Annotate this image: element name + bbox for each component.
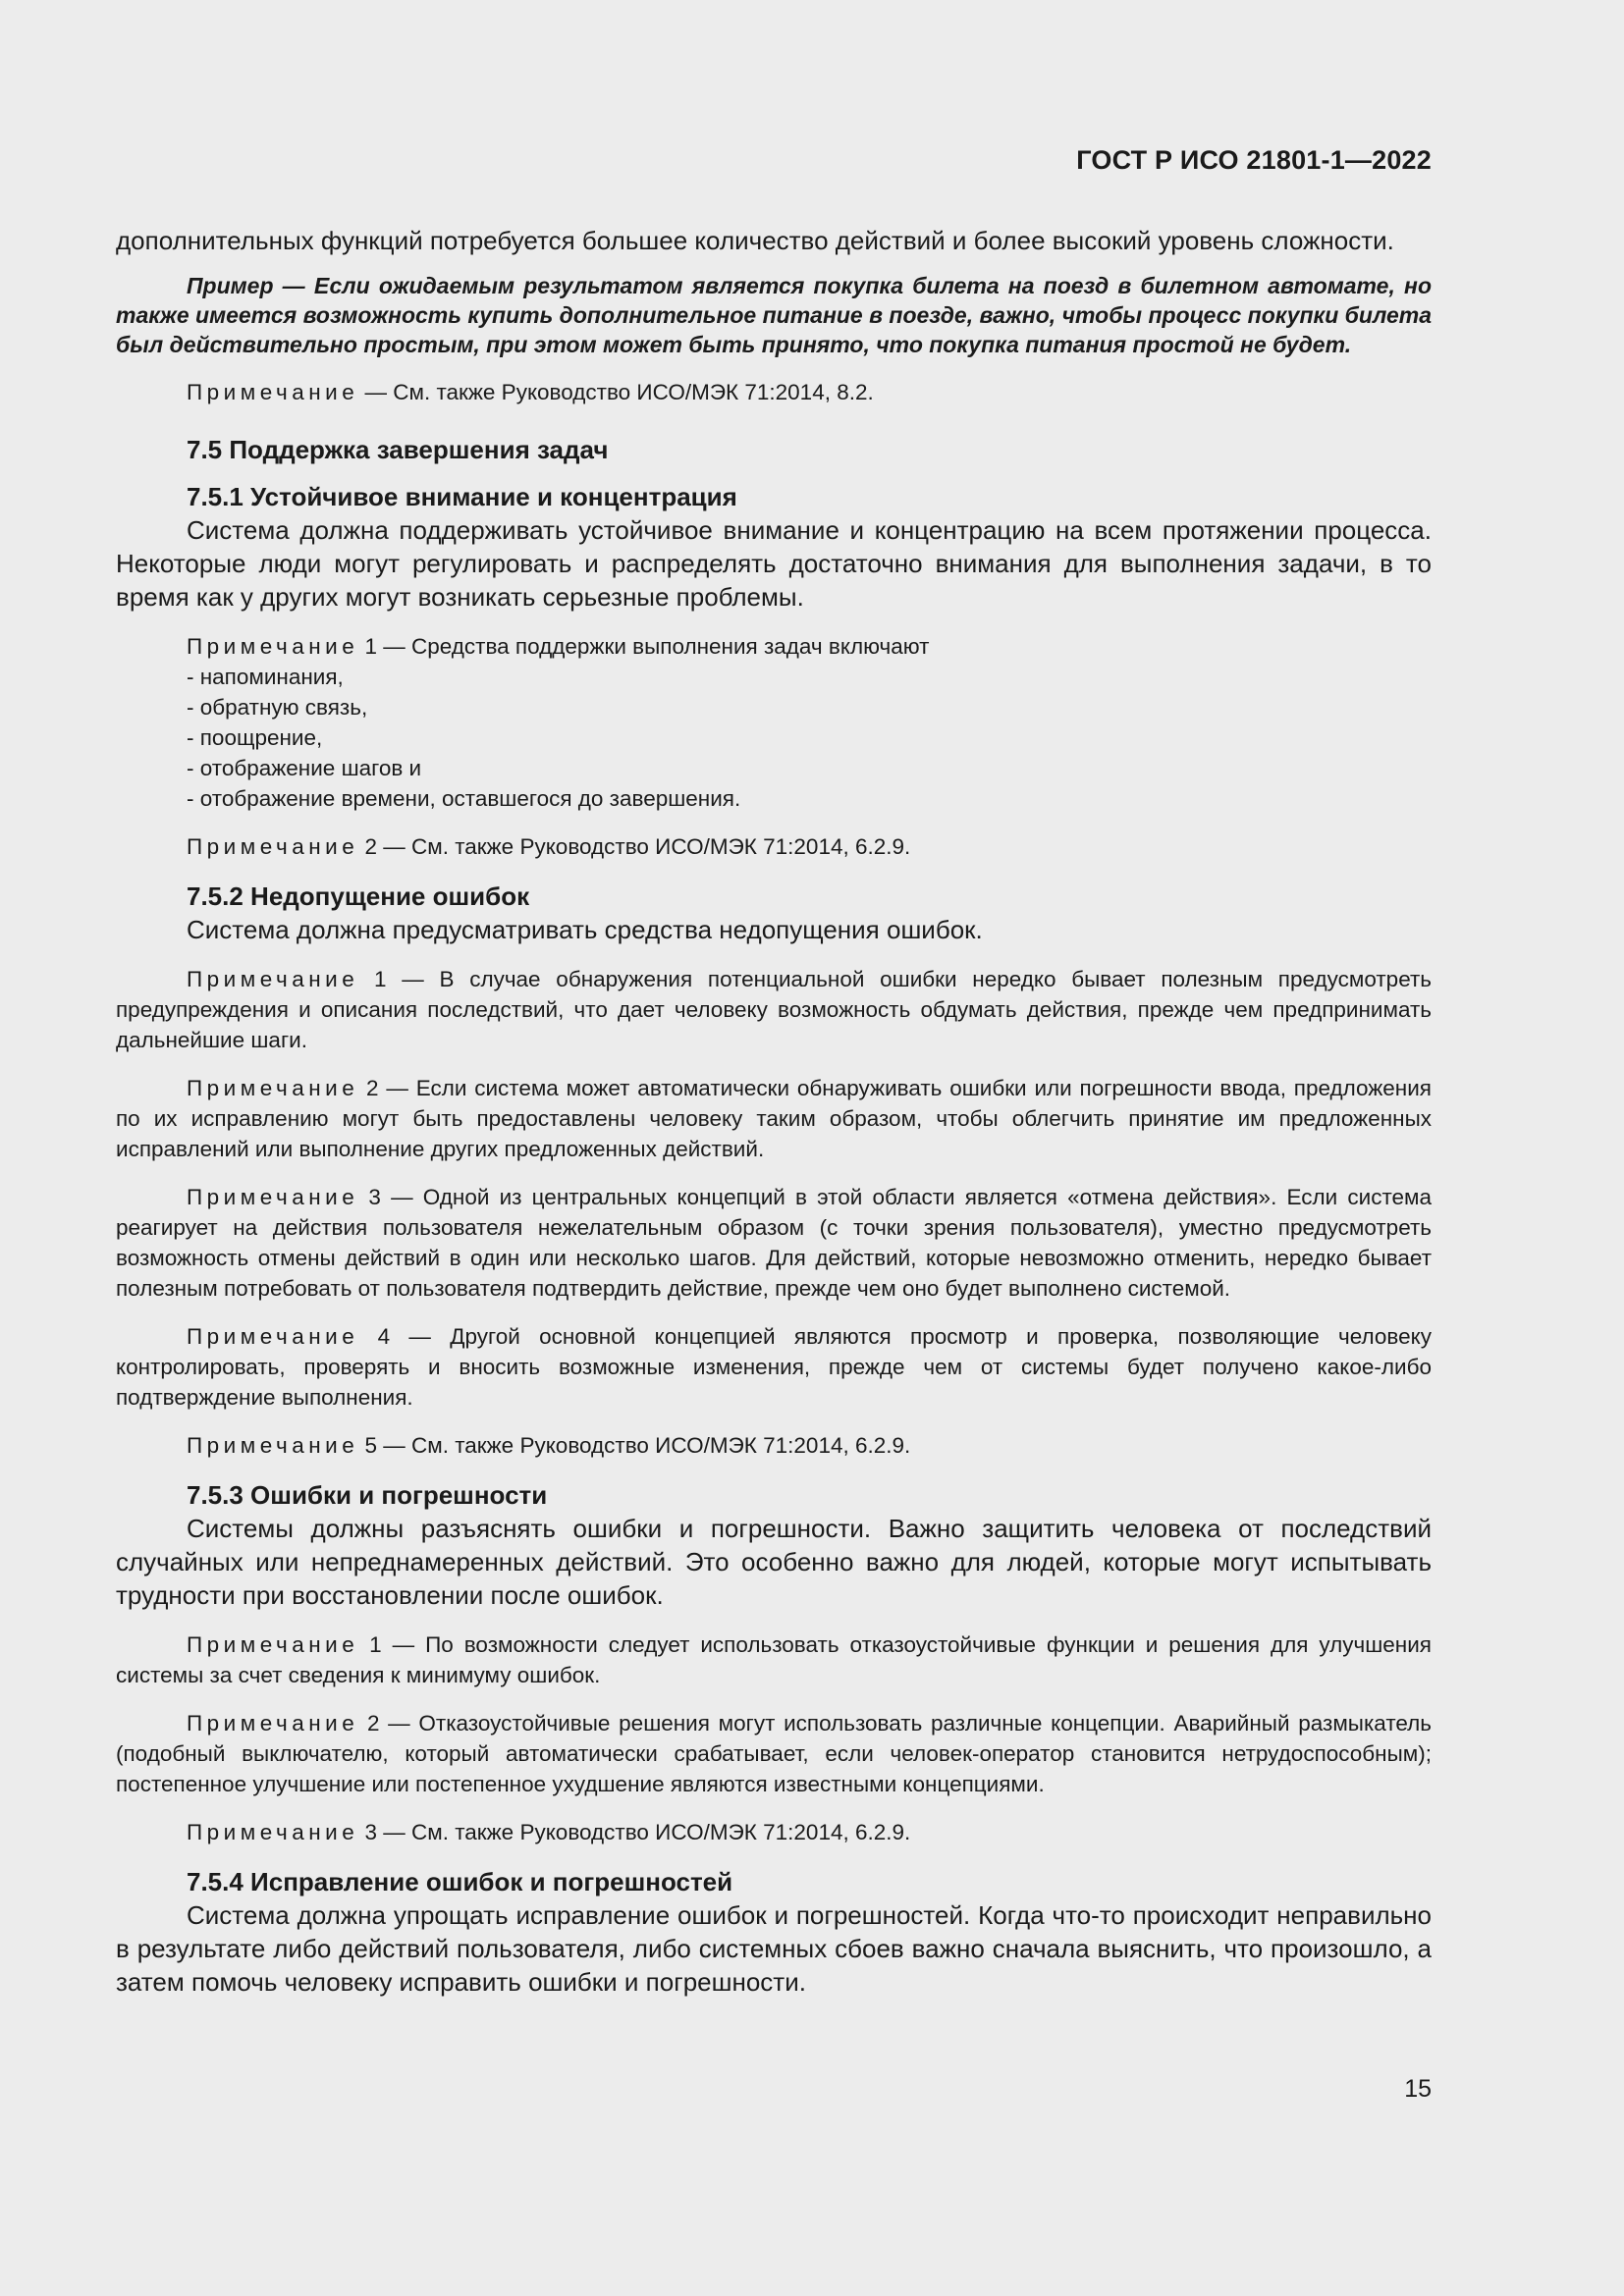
note-paragraph <box>116 1430 1432 1461</box>
note-label: Примечание <box>187 1076 359 1100</box>
section-7-5-2-body: Система должна предусматривать средства недопущения ошибок. <box>187 915 983 944</box>
note-paragraph <box>116 1073 1432 1164</box>
note-text: — См. также Руководство ИСО/МЭК 71:2014, 8.2. <box>358 380 874 404</box>
support-means-list <box>116 662 1432 814</box>
note-text: 5 — См. также Руководство ИСО/МЭК 71:2014, 6.2.9. <box>358 1433 911 1458</box>
document-page <box>116 0 1432 2296</box>
section-heading-7-5: 7.5 Поддержка завершения задач <box>187 435 609 464</box>
note-paragraph <box>116 964 1432 1055</box>
note-label: Примечание <box>187 634 359 659</box>
example-paragraph: Пример — Если ожидаемым результатом является покупка билета на поезд в билетном автомате, но также имеется возможность купить дополнительное питание в поезде, важно, чтобы процесс покупки билета был действительно простым, при этом может быть принято, что покупка питания простой не будет. <box>116 273 1432 357</box>
note-paragraph <box>116 631 1432 662</box>
note-paragraph <box>116 377 1432 407</box>
section-heading-7-5-4: 7.5.4 Исправление ошибок и погрешностей <box>187 1867 733 1896</box>
list-item: - отображение времени, оставшегося до завершения. <box>187 786 741 811</box>
note-label: Примечание <box>187 1324 359 1349</box>
note-text: 2 — Отказоустойчивые решения могут использовать различные концепции. Аварийный размыкатель (подобный выключателю, который автоматически срабатывает, если человек-оператор становится нетрудоспособным); постепенное улучшение или постепенное ухудшение являются известными концепциями. <box>116 1711 1432 1796</box>
note-label: Примечание <box>187 967 359 991</box>
note-paragraph <box>116 1817 1432 1847</box>
note-text: 3 — См. также Руководство ИСО/МЭК 71:2014, 6.2.9. <box>358 1820 911 1844</box>
list-item: - обратную связь, <box>187 695 368 720</box>
continued-paragraph: дополнительных функций потребуется большее количество действий и более высокий уровень сложности. <box>116 226 1394 255</box>
note-text: 4 — Другой основной концепцией являются просмотр и проверка, позволяющие человеку контролировать, проверять и вносить возможные изменения, прежде чем от системы будет получено какое-либо подтверждение выполнения. <box>116 1324 1432 1410</box>
document-id-header: ГОСТ Р ИСО 21801-1—2022 <box>1076 145 1432 175</box>
page-number: 15 <box>1404 2075 1432 2103</box>
note-label: Примечание <box>187 834 359 859</box>
list-item: - напоминания, <box>187 665 344 689</box>
list-item: - отображение шагов и <box>187 756 422 780</box>
note-text: 2 — Если система может автоматически обнаруживать ошибки или погрешности ввода, предложения по их исправлению могут быть предоставлены человеку таким образом, чтобы облегчить принятие им предложенных исправлений или выполнение других предложенных действий. <box>116 1076 1432 1161</box>
note-paragraph <box>116 1182 1432 1304</box>
page-content <box>116 224 1432 1999</box>
note-text: 1 — По возможности следует использовать отказоустойчивые функции и решения для улучшения системы за счет сведения к минимуму ошибок. <box>116 1632 1432 1687</box>
note-label: Примечание <box>187 380 359 404</box>
list-item: - поощрение, <box>187 725 323 750</box>
note-label: Примечание <box>187 1632 359 1657</box>
section-heading-7-5-1: 7.5.1 Устойчивое внимание и концентрация <box>187 482 737 511</box>
note-paragraph <box>116 1321 1432 1413</box>
note-label: Примечание <box>187 1185 359 1209</box>
note-label: Примечание <box>187 1433 359 1458</box>
note-paragraph <box>116 831 1432 862</box>
note-text: 1 — Средства поддержки выполнения задач включают <box>358 634 930 659</box>
section-7-5-1-body: Система должна поддерживать устойчивое внимание и концентрацию на всем протяжении процесса. Некоторые люди могут регулировать и распределять достаточно внимания для выполнения задачи, в то время как у других могут возникать серьезные проблемы. <box>116 515 1432 612</box>
section-7-5-3-body: Системы должны разъяснять ошибки и погрешности. Важно защитить человека от последствий случайных или непреднамеренных действий. Это особенно важно для людей, которые могут испытывать трудности при восстановлении после ошибок. <box>116 1514 1432 1610</box>
note-text: 1 — В случае обнаружения потенциальной ошибки нередко бывает полезным предусмотреть предупреждения и описания последствий, что дает человеку возможность обдумать действия, прежде чем предпринимать дальнейшие шаги. <box>116 967 1432 1052</box>
note-text: 3 — Одной из центральных концепций в этой области является «отмена действия». Если система реагирует на действия пользователя нежелательным образом (с точки зрения пользователя), уместно предусмотреть возможность отмены действий в один или несколько шагов. Для действий, которые невозможно отменить, нередко бывает полезным потребовать от пользователя подтвердить действие, прежде чем оно будет выполнено системой. <box>116 1185 1432 1301</box>
section-heading-7-5-2: 7.5.2 Недопущение ошибок <box>187 881 530 911</box>
note-paragraph <box>116 1629 1432 1690</box>
note-label: Примечание <box>187 1711 359 1735</box>
note-paragraph <box>116 1708 1432 1799</box>
note-text: 2 — См. также Руководство ИСО/МЭК 71:2014, 6.2.9. <box>358 834 911 859</box>
note-label: Примечание <box>187 1820 359 1844</box>
section-7-5-4-body: Система должна упрощать исправление ошибок и погрешностей. Когда что-то происходит неправильно в результате либо действий пользователя, либо системных сбоев важно сначала выяснить, что произошло, а затем помочь человеку исправить ошибки и погрешности. <box>116 1900 1432 1997</box>
section-heading-7-5-3: 7.5.3 Ошибки и погрешности <box>187 1480 548 1510</box>
